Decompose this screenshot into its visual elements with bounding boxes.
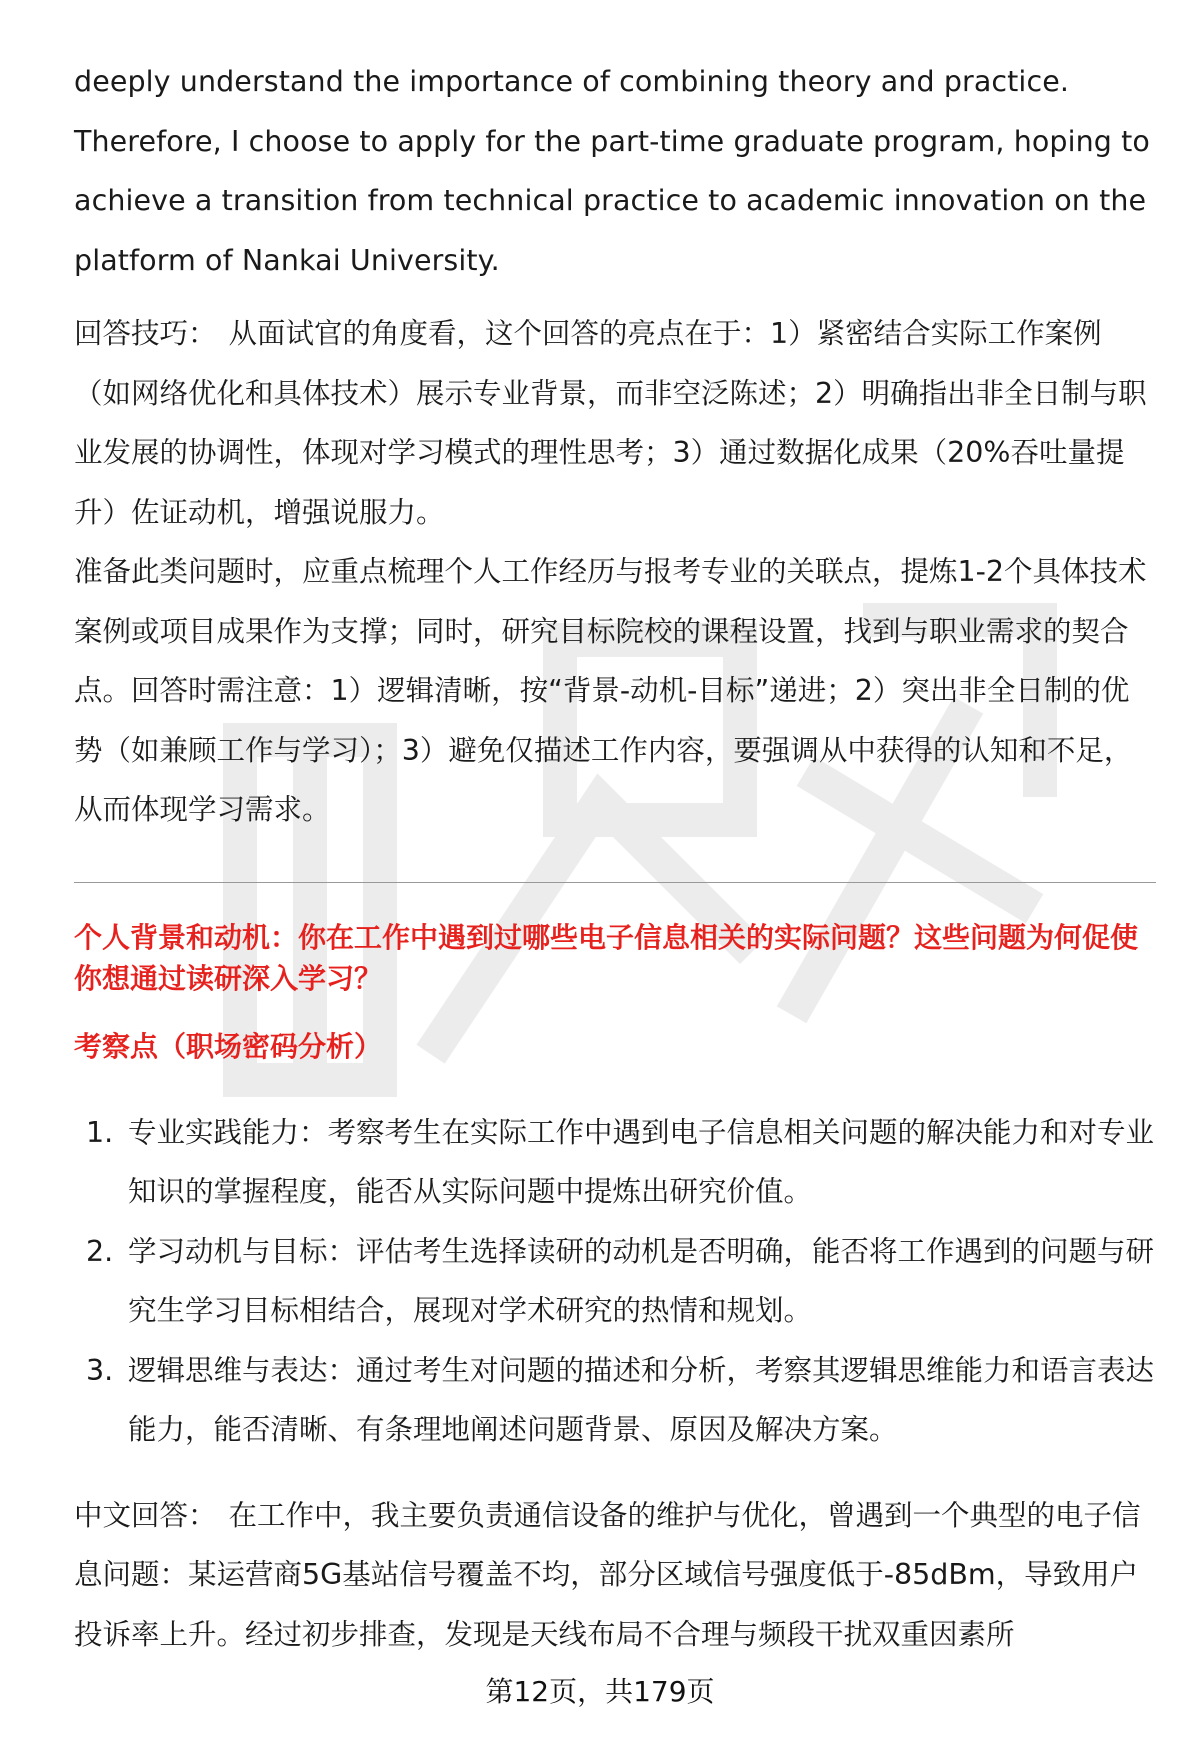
tips-text: 从面试官的角度看，这个回答的亮点在于：1）紧密结合实际工作案例（如网络优化和具体技术）展示专业背景，而非空泛陈述；2）明确指出非全日制与职业发展的协调性，体现对学习模式的理性思考；3）通过数据化成果（20%吞吐量提升）佐证动机，增强说服力。 [74,317,1147,529]
prep-paragraph: 准备此类问题时，应重点梳理个人工作经历与报考专业的关联点，提炼1-2个具体技术案例或项目成果作为支撑；同时，研究目标院校的课程设置，找到与职业需求的契合点。回答时需注意：1）逻辑清晰，按“背景-动机-目标”递进；2）突出非全日制的优势（如兼顾工作与学习）；3）避免仅描述工作内容，要强调从中获得的认知和不足，从而体现学习需求。 [74,555,1147,826]
tips-label: 回答技巧： [74,317,217,350]
exam-point-number: 1. [86,1115,114,1149]
question-heading: 个人背景和动机：你在工作中遇到过哪些电子信息相关的实际问题？这些问题为何促使你想通过读研深入学习？ [74,920,1139,995]
chinese-answer-paragraph [74,1486,1154,1665]
exam-point-text: 逻辑思维与表达：通过考生对问题的描述和分析，考察其逻辑思维能力和语言表达能力，能否清晰、有条理地阐述问题背景、原因及解决方案。 [128,1353,1155,1446]
chinese-answer-text: 在工作中，我主要负责通信设备的维护与优化，曾遇到一个典型的电子信息问题：某运营商5G基站信号覆盖不均，部分区域信号强度低于-85dBm，导致用户投诉率上升。经过初步排查，发现是天线布局不合理与频段干扰双重因素所 [74,1498,1141,1651]
section-divider [74,882,1156,883]
exam-points-heading: 考察点（职场密码分析） [74,1029,383,1063]
exam-point-number: 2. [86,1234,114,1268]
chinese-answer-label: 中文回答： [74,1498,217,1532]
exam-point-number: 3. [86,1353,114,1387]
exam-point-item [74,1341,1154,1460]
page-footer: 第12页，共179页 [485,1675,715,1708]
exam-point-item [74,1222,1154,1341]
exam-point-text: 学习动机与目标：评估考生选择读研的动机是否明确，能否将工作遇到的问题与研究生学习目标相结合，展现对学术研究的热情和规划。 [128,1234,1155,1327]
intro-paragraph: deeply understand the importance of combining theory and practice. Therefore, I choose to apply for the part-time graduate program, hoping to achieve a transition from technical practice to academic innovation on the platform of Nankai University. [74,65,1150,277]
exam-points-list [74,1103,1154,1460]
exam-point-text: 专业实践能力：考察考生在实际工作中遇到电子信息相关问题的解决能力和对专业知识的掌握程度，能否从实际问题中提炼出研究价值。 [128,1115,1155,1208]
document-page [74,52,1154,1664]
tips-paragraph [74,304,1154,542]
exam-point-item [74,1103,1154,1222]
